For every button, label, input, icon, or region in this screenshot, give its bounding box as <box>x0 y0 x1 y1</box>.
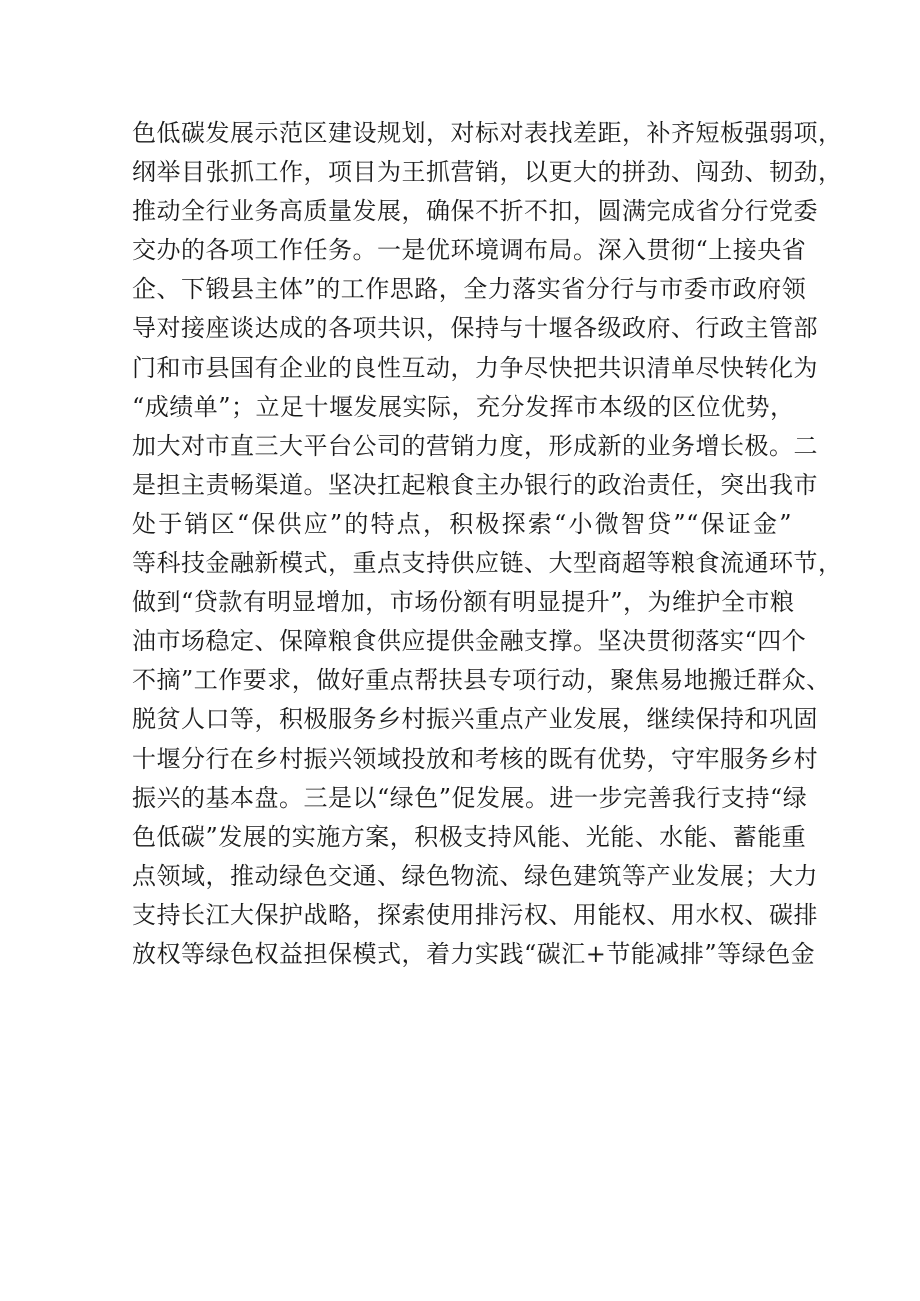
text-line: 是担主责畅渠道。坚决扛起粮食主办银行的政治责任，突出我市 <box>132 470 818 499</box>
text-line: 油市场稳定、保障粮食供应提供金融支撑。坚决贯彻落实“四个 <box>132 627 807 656</box>
text-line: “成绩单”；立足十堰发展实际，充分发挥市本级的区位优势， <box>132 392 795 421</box>
text-line: 不摘”工作要求，做好重点帮扶县专项行动，聚焦易地搬迁群众、 <box>132 666 831 695</box>
text-line: 脱贫人口等，积极服务乡村振兴重点产业发展，继续保持和巩固 <box>132 705 818 734</box>
body-paragraph <box>132 114 843 974</box>
text-line: 放权等绿色权益担保模式，着力实践“碳汇+节能减排”等绿色金 <box>132 939 816 968</box>
text-line: 十堰分行在乡村振兴领域投放和考核的既有优势，守牢服务乡村 <box>132 744 818 773</box>
text-line: 推动全行业务高质量发展，确保不折不扣，圆满完成省分行党委 <box>132 197 818 226</box>
text-line: 支持长江大保护战略，探索使用排污权、用能权、用水权、碳排 <box>132 900 818 929</box>
text-line: 色低碳发展示范区建设规划，对标对表找差距，补齐短板强弱项， <box>132 119 843 147</box>
text-line: 点领域，推动绿色交通、绿色物流、绿色建筑等产业发展；大力 <box>132 861 818 890</box>
text-line: 加大对市直三大平台公司的营销力度，形成新的业务增长极。二 <box>132 431 818 460</box>
text-line: 导对接座谈达成的各项共识，保持与十堰各级政府、行政主管部 <box>132 314 818 343</box>
text-line: 振兴的基本盘。三是以“绿色”促发展。进一步完善我行支持“绿 <box>132 783 808 812</box>
text-line: 企、下锻县主体”的工作思路，全力落实省分行与市委市政府领 <box>132 275 807 304</box>
text-line: 门和市县国有企业的良性互动，力争尽快把共识清单尽快转化为 <box>132 353 818 382</box>
text-line: 做到“贷款有明显增加，市场份额有明显提升”，为维护全市粮 <box>132 588 795 617</box>
text-line: 处于销区“保供应”的特点，积极探索“小微智贷”“保证金” <box>132 509 792 538</box>
text-line: 等科技金融新模式，重点支持供应链、大型商超等粮食流通环节， <box>132 549 843 578</box>
text-line: 纲举目张抓工作，项目为王抓营销，以更大的拼劲、闯劲、韧劲， <box>132 158 843 187</box>
text-line: 色低碳”发展的实施方案，积极支持风能、光能、水能、蓄能重 <box>132 822 807 851</box>
text-line: 交办的各项工作任务。一是优环境调布局。深入贯彻“上接央省 <box>132 236 807 265</box>
